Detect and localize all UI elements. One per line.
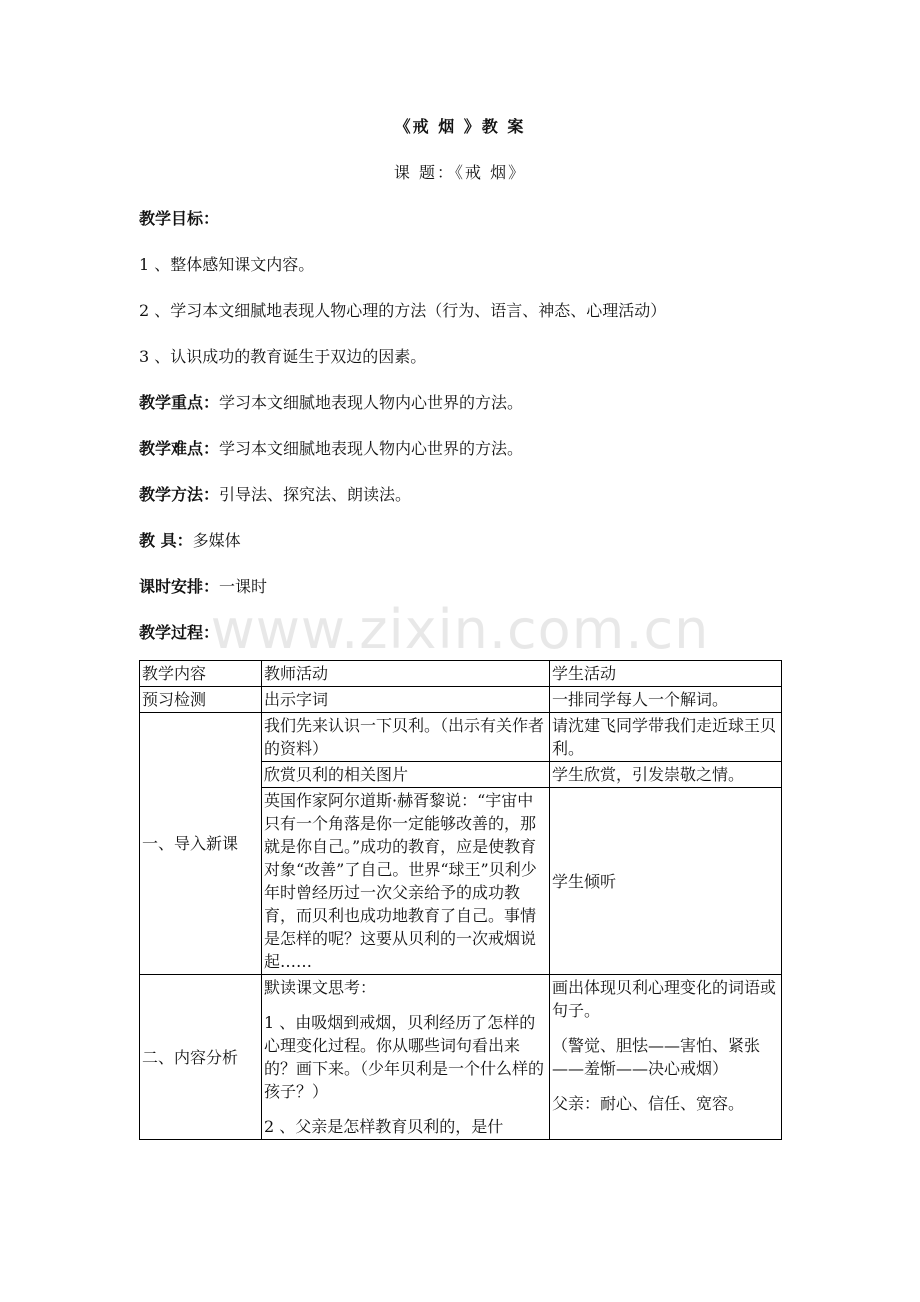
objective-item: 3 、认识成功的教育诞生于双边的因素。 [139, 347, 427, 366]
tools-value: 多媒体 [192, 531, 241, 550]
table-row [140, 975, 782, 1140]
lesson-plan-table [139, 660, 782, 1140]
schedule-value: 一课时 [219, 577, 268, 596]
student-task: 画出体现贝利心理变化的词语或句子。 [552, 978, 777, 1020]
watermark: www.zixin.com.cn [210, 598, 710, 661]
difficulty [139, 436, 523, 459]
key-point-value: 学习本文细腻地表现人物内心世界的方法。 [219, 393, 524, 412]
cell-content: 二、内容分析 [140, 975, 262, 1140]
student-answer-1: （警觉、胆怯——害怕、紧张——羞惭——决心戒烟） [552, 1036, 761, 1078]
cell-teacher: 英国作家阿尔道斯·赫胥黎说：“宇宙中只有一个角落是你一定能够改善的，那就是你自己。”成功的教育，应是使教育对象“改善”了自己。世界“球王”贝利少年时曾经历过一次父亲给予的成功教育，而贝利也成功地教育了自己。事情是怎样的呢？这要从贝利的一次戒烟说起…… [262, 788, 550, 975]
table-header-row [140, 661, 782, 687]
key-point-label: 教学重点： [139, 393, 220, 412]
teaching-method [139, 482, 411, 505]
tools-label: 教 具： [139, 531, 193, 550]
teacher-question-1: 1 、由吸烟到戒烟，贝利经历了怎样的心理变化过程。你从哪些词句看出来的？画下来。（少年贝利是一个什么样的孩子？） [264, 1013, 545, 1101]
cell-teacher: 我们先来认识一下贝利。（出示有关作者的资料） [262, 713, 550, 762]
table-row [140, 687, 782, 713]
process-label: 教学过程： [139, 623, 220, 642]
method-label: 教学方法： [139, 485, 220, 504]
schedule [139, 574, 267, 597]
difficulty-label: 教学难点： [139, 439, 220, 458]
cell-teacher: 出示字词 [262, 687, 550, 713]
objectives-label: 教学目标： [139, 209, 220, 228]
cell-content: 预习检测 [140, 687, 262, 713]
method-value: 引导法、探究法、朗读法。 [219, 485, 412, 504]
cell-teacher: 欣赏贝利的相关图片 [262, 762, 550, 788]
document-title: 《戒 烟 》教 案 [394, 117, 526, 136]
cell-student: 请沈建飞同学带我们走近球王贝利。 [550, 713, 782, 762]
header-student: 学生活动 [550, 661, 782, 687]
student-answer-2: 父亲：耐心、信任、宽容。 [552, 1094, 745, 1113]
header-teacher: 教师活动 [262, 661, 550, 687]
teaching-tools [139, 528, 241, 551]
cell-teacher [262, 975, 550, 1140]
cell-student: 学生欣赏，引发崇敬之情。 [550, 762, 782, 788]
header-content: 教学内容 [140, 661, 262, 687]
key-point [139, 390, 523, 413]
objective-item: 1 、整体感知课文内容。 [139, 255, 315, 274]
lesson-subject: 课 题：《戒 烟》 [393, 163, 527, 182]
objective-item: 2 、学习本文细腻地表现人物心理的方法（行为、语言、神态、心理活动） [139, 301, 667, 320]
cell-student [550, 975, 782, 1140]
cell-student: 学生倾听 [550, 788, 782, 975]
difficulty-value: 学习本文细腻地表现人物内心世界的方法。 [219, 439, 524, 458]
cell-content: 一、导入新课 [140, 713, 262, 975]
cell-student: 一排同学每人一个解词。 [550, 687, 782, 713]
teacher-prompt: 默读课文思考： [264, 978, 377, 997]
teacher-question-2: 2 、父亲是怎样教育贝利的，是什 [264, 1117, 504, 1136]
table-row [140, 713, 782, 762]
schedule-label: 课时安排： [139, 577, 220, 596]
